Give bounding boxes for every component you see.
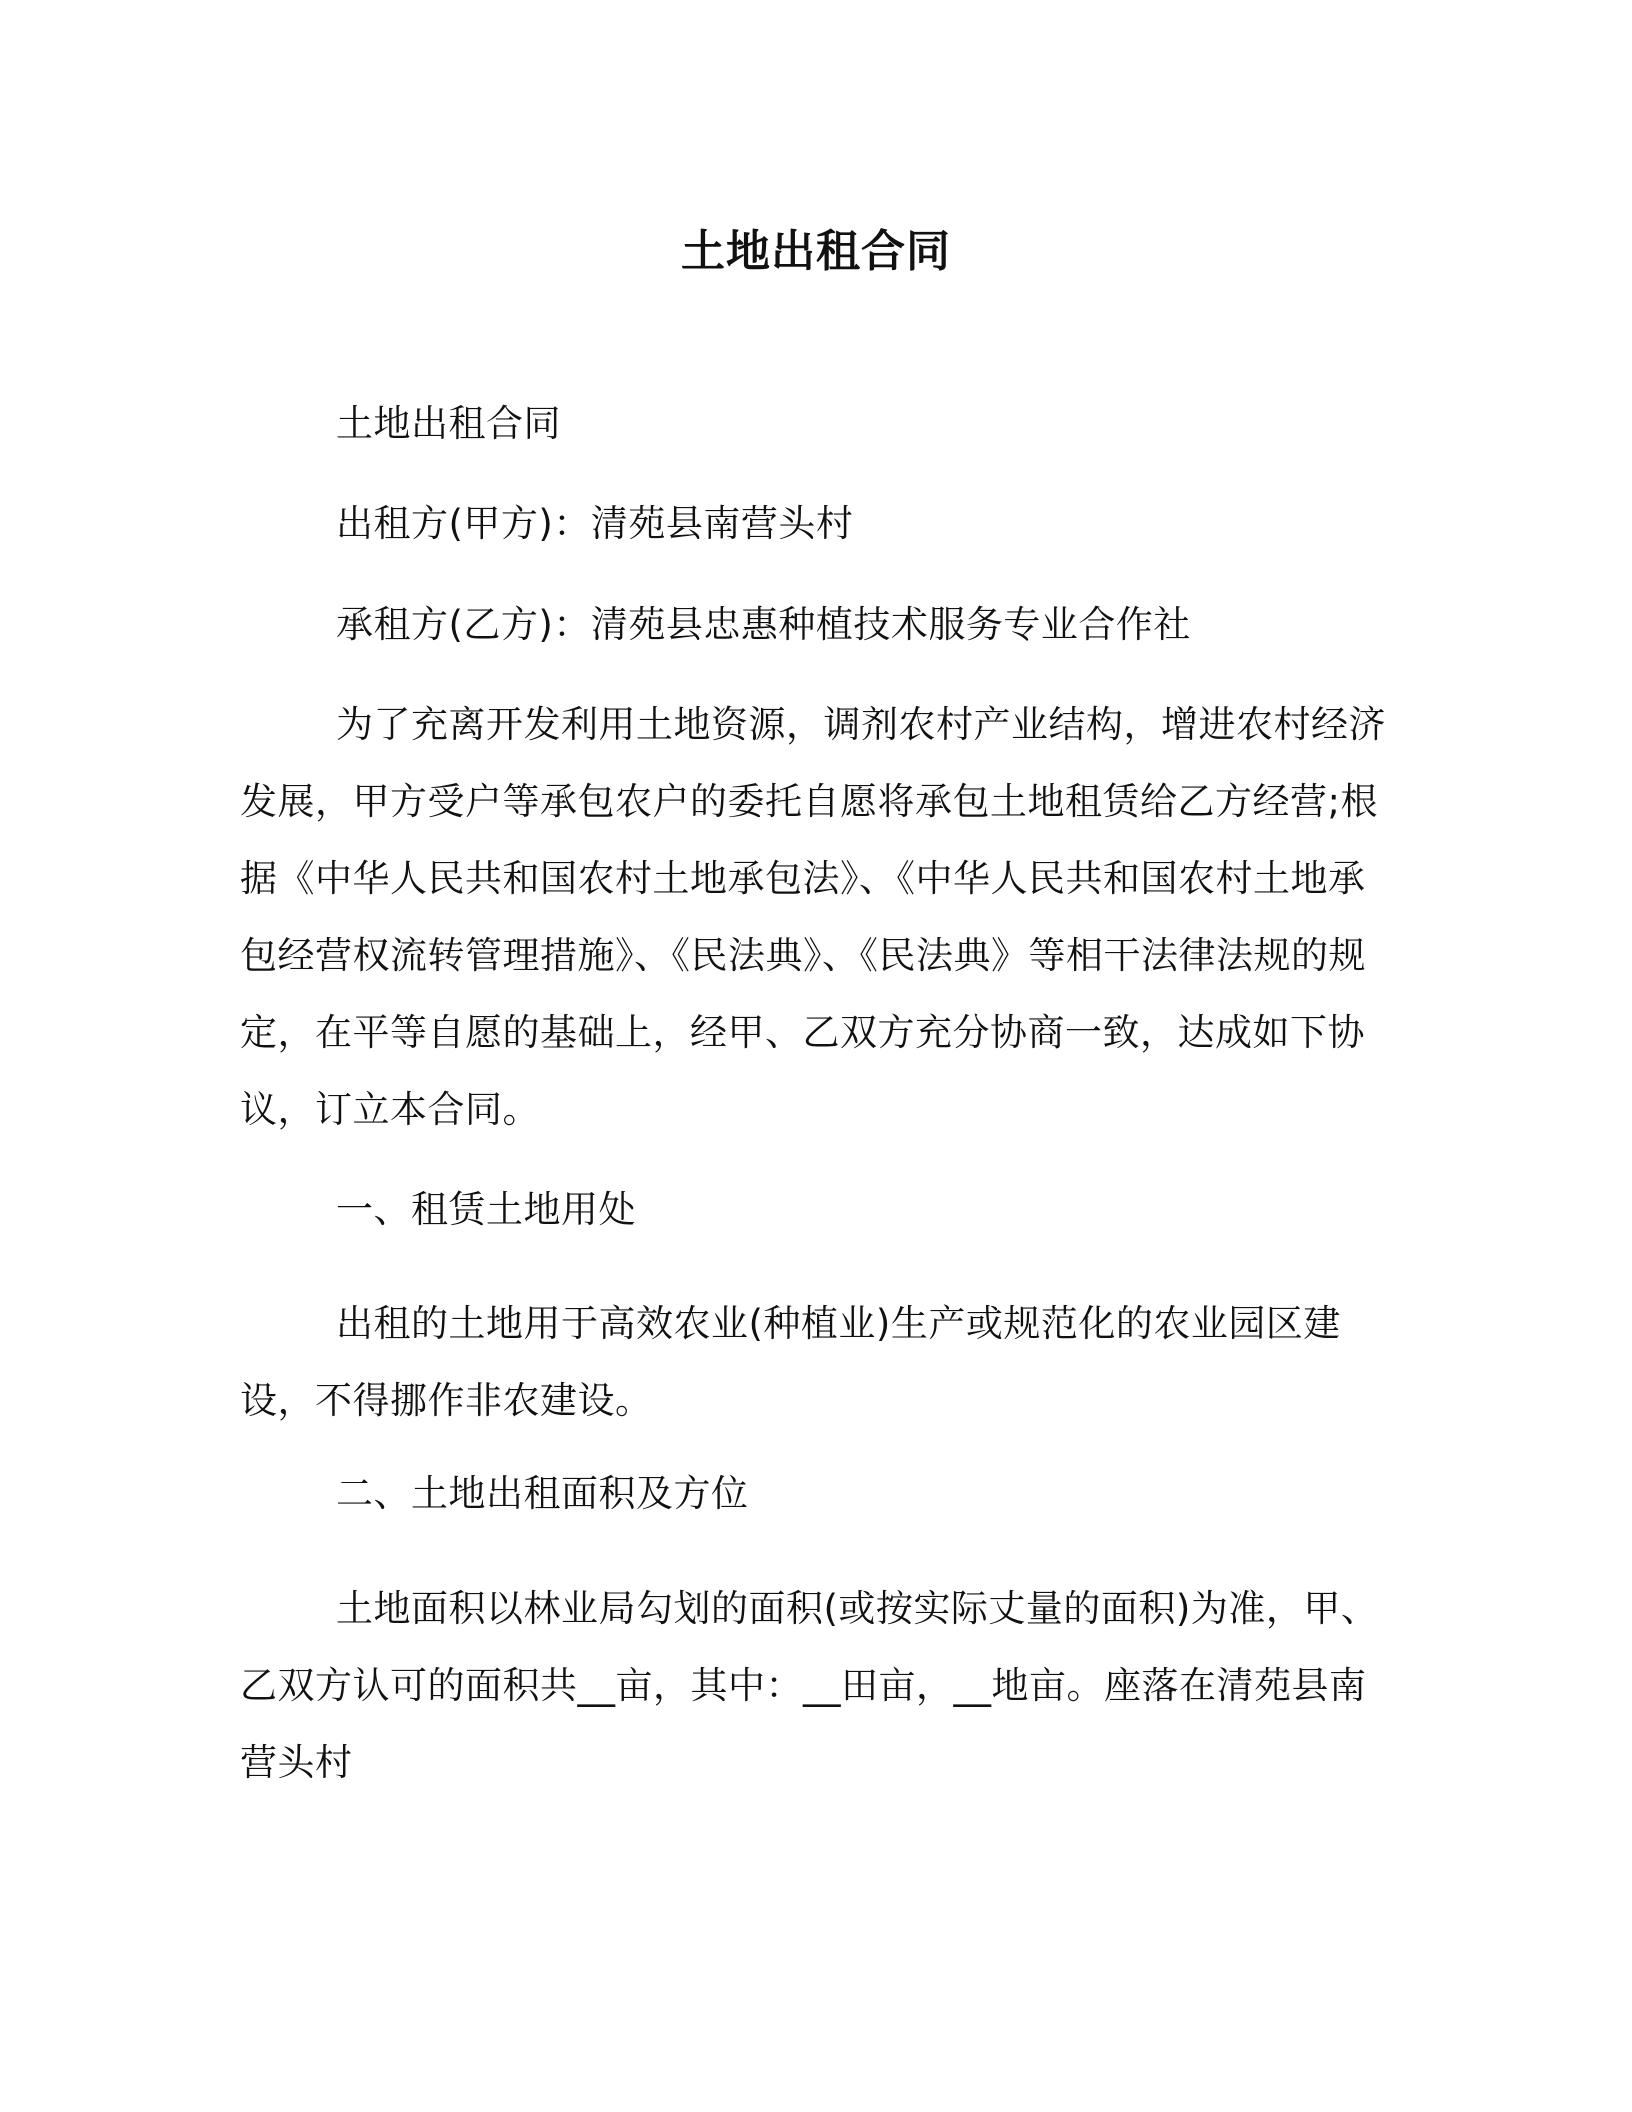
document-title: 土地出租合同 xyxy=(681,226,951,277)
preamble-paragraph: 为了充离开发利用土地资源，调剂农村产业结构，增进农村经济发展，甲方受户等承包农户的委托自愿将承包土地租赁给乙方经营;根据《中华人民共和国农村土地承包法》、《中华人民共和国农村土地承包经营权流转管理措施》、《民法典》、《民法典》等相干法律法规的规定，在平等自愿的基础上，经甲、乙双方充分协商一致，达成如下协议，订立本合同。 xyxy=(240,703,1386,1131)
section-1-body: 出租的土地用于高效农业(种植业)生产或规范化的农业园区建设，不得挪作非农建设。 xyxy=(240,1302,1341,1422)
lessor-line: 出租方(甲方)：清苑县南营头村 xyxy=(336,502,854,545)
lessee-line: 承租方(乙方)：清苑县忠惠种植技术服务专业合作社 xyxy=(336,603,1191,646)
section-1-heading: 一、租赁土地用处 xyxy=(336,1188,636,1231)
document-subtitle: 土地出租合同 xyxy=(336,402,561,445)
section-2-heading: 二、土地出租面积及方位 xyxy=(336,1472,749,1515)
section-2-body: 土地面积以林业局勾划的面积(或按实际丈量的面积)为准，甲、乙双方认可的面积共__亩，其中：__田亩，__地亩。座落在清苑县南营头村 xyxy=(240,1587,1379,1784)
